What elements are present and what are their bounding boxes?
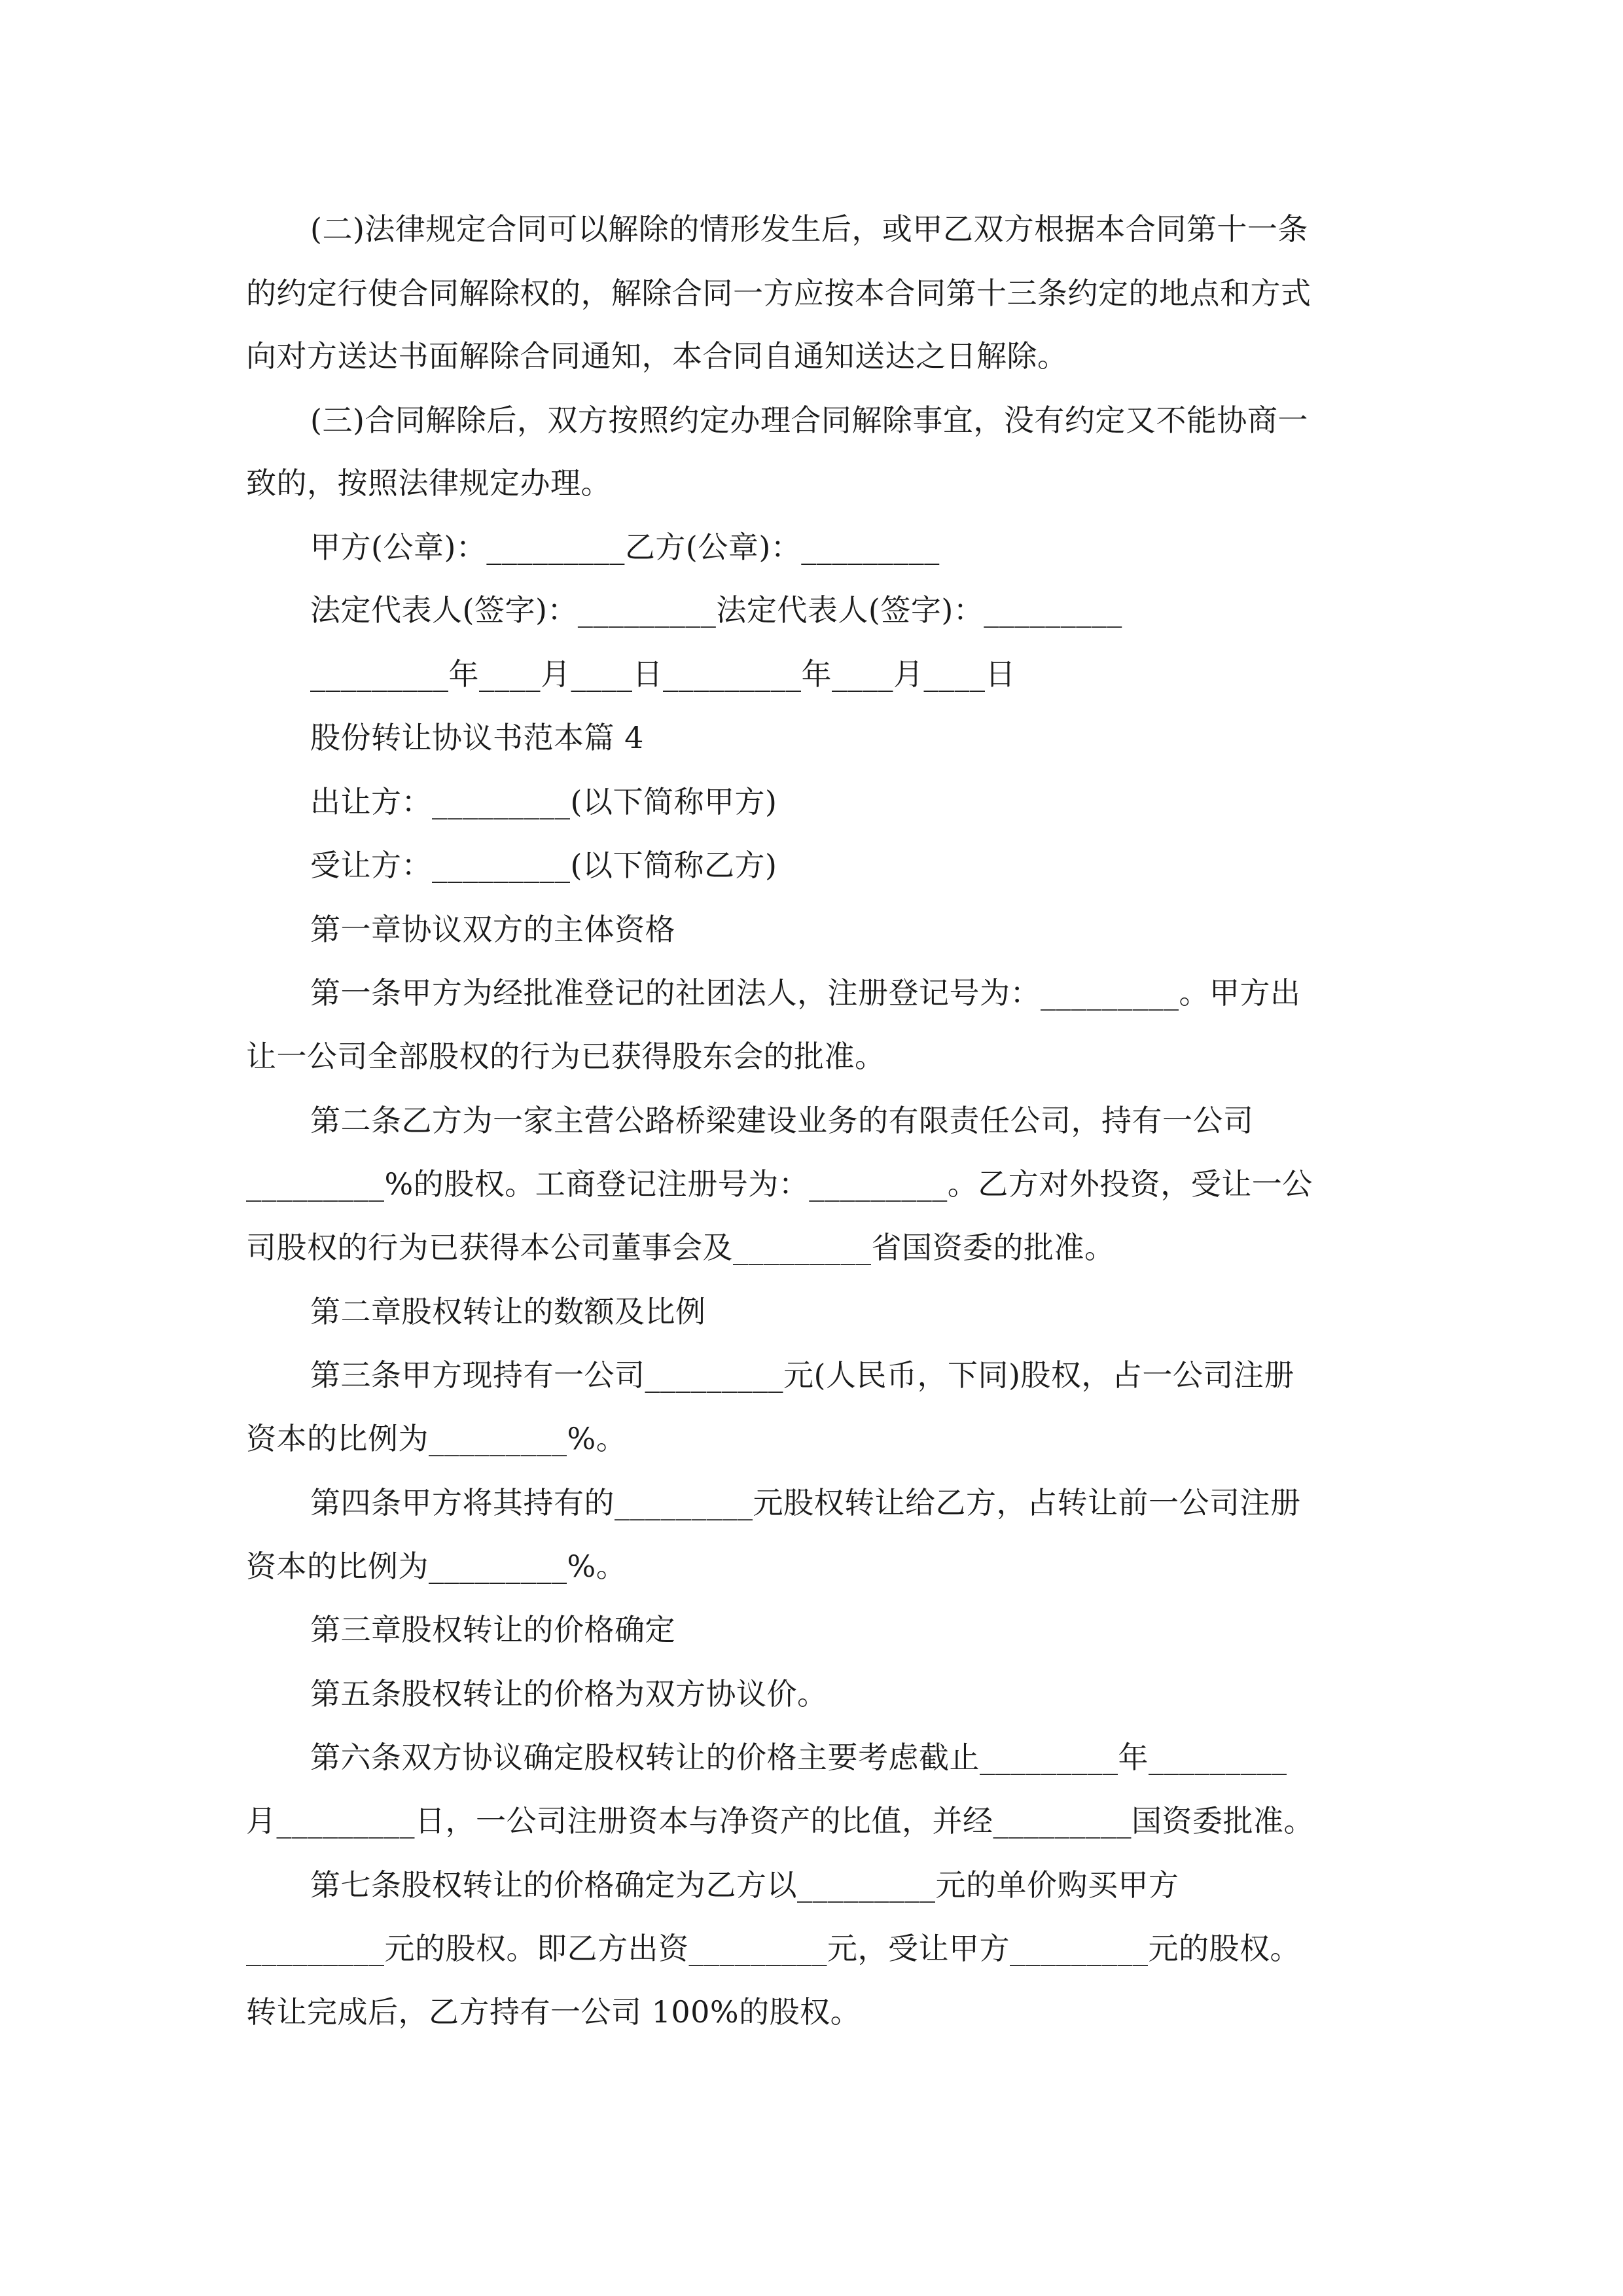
section-title: 股份转让协议书范本篇 4	[310, 720, 644, 755]
paragraph-line: 资本的比例为_________%。	[246, 1549, 627, 1584]
paragraph-line: 让一公司全部股权的行为已获得股东会的批准。	[246, 1039, 885, 1074]
paragraph-line: 的约定行使合同解除权的，解除合同一方应按本合同第十三条约定的地点和方式	[246, 276, 1311, 311]
paragraph-line: 第五条股权转让的价格为双方协议价。	[310, 1676, 828, 1712]
paragraph-line: 第七条股权转让的价格确定为乙方以_________元的单价购买甲方	[310, 1867, 1179, 1903]
paragraph-line: 向对方送达书面解除合同通知，本合同自通知送达之日解除。	[246, 338, 1068, 374]
paragraph-line: 致的，按照法律规定办理。	[246, 465, 611, 501]
paragraph-line: 转让完成后，乙方持有一公司 100%的股权。	[246, 1994, 861, 2030]
paragraph-line: 第六条双方协议确定股权转让的价格主要考虑截止_________年_________	[310, 1740, 1287, 1775]
paragraph-line: 资本的比例为_________%。	[246, 1421, 627, 1456]
chapter-heading: 第三章股权转让的价格确定	[310, 1612, 675, 1647]
signature-date-line: _________年____月____日_________年____月____日	[310, 656, 1016, 692]
paragraph-line: (三)合同解除后，双方按照约定办理合同解除事宜，没有约定又不能协商一	[310, 403, 1308, 438]
paragraph-line: 第一条甲方为经批准登记的社团法人，注册登记号为：_________。甲方出	[310, 975, 1301, 1011]
signature-line-representative: 法定代表人(签字)：_________法定代表人(签字)：_________	[310, 592, 1122, 628]
paragraph-line: 第二条乙方为一家主营公路桥梁建设业务的有限责任公司，持有一公司	[310, 1103, 1254, 1138]
paragraph-line: 司股权的行为已获得本公司董事会及_________省国资委的批准。	[246, 1230, 1115, 1265]
chapter-heading: 第二章股权转让的数额及比例	[310, 1294, 706, 1329]
paragraph-line: 月_________日，一公司注册资本与净资产的比值，并经_________国资委批准。	[246, 1803, 1314, 1839]
party-buyer-line: 受让方：_________(以下简称乙方)	[310, 848, 777, 883]
chapter-heading: 第一章协议双方的主体资格	[310, 912, 675, 947]
signature-line-seal: 甲方(公章)：_________乙方(公章)：_________	[310, 529, 940, 565]
paragraph-line: (二)法律规定合同可以解除的情形发生后，或甲乙双方根据本合同第十一条	[310, 211, 1308, 247]
paragraph-line: _________元的股权。即乙方出资_________元，受让甲方_________元的股权。	[246, 1931, 1300, 1966]
paragraph-line: 第三条甲方现持有一公司_________元(人民币，下同)股权，占一公司注册	[310, 1357, 1294, 1393]
paragraph-line: _________%的股权。工商登记注册号为：_________。乙方对外投资，受让一公	[246, 1166, 1313, 1202]
party-seller-line: 出让方：_________(以下简称甲方)	[310, 784, 777, 819]
paragraph-line: 第四条甲方将其持有的_________元股权转让给乙方，占转让前一公司注册	[310, 1485, 1301, 1520]
